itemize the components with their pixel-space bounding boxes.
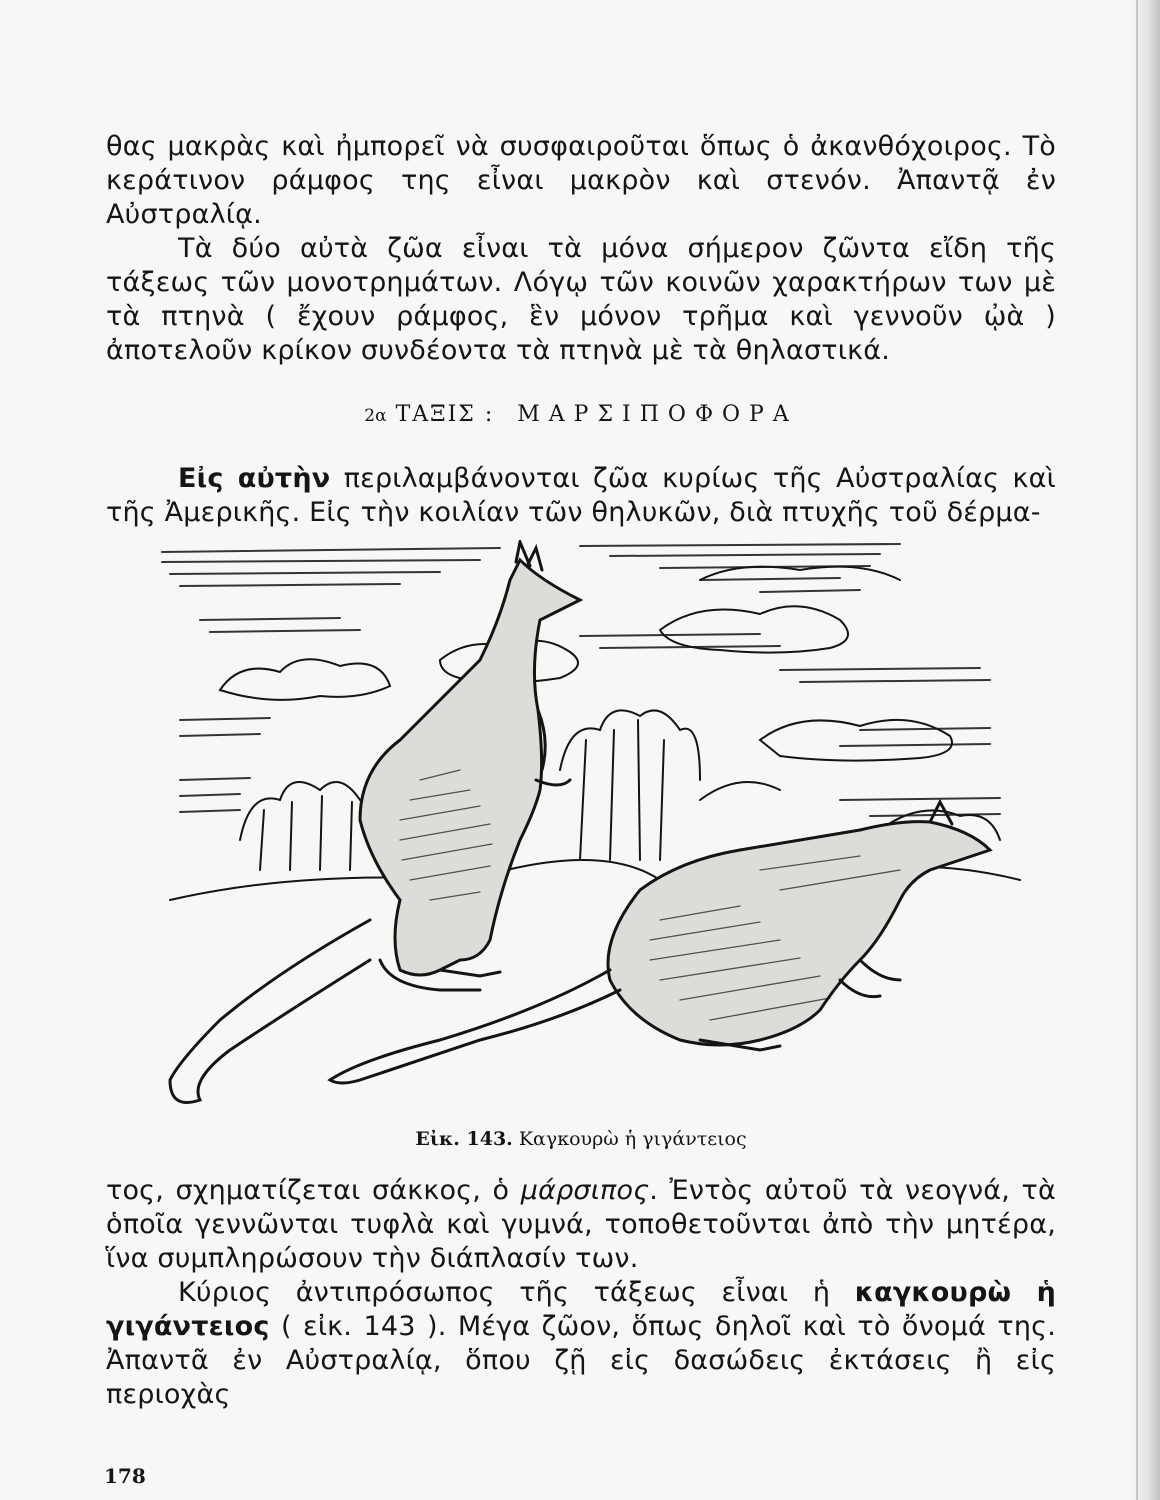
paragraph-4-italic: μάρσιπος xyxy=(520,1175,650,1206)
paragraph-3-start: Εἰς αὐτὴν xyxy=(178,463,331,494)
text-block-top xyxy=(106,130,1056,368)
heading-label: ΤΑΞΙΣ : xyxy=(395,402,495,427)
page-edge-line xyxy=(1136,0,1138,1500)
kangaroo-illustration xyxy=(140,540,1040,1120)
paragraph-1: θας μακρὰς καὶ ἠμπορεῖ νὰ συσφαιροῦται ὅπως ὁ ἀκανθόχοιρος. Τὸ κεράτινον ράμφος της εἶναι μακρὸν καὶ στενόν. Ἀπαντᾷ ἐν Αὐστραλίᾳ. xyxy=(106,131,1056,230)
caption-text: Καγκουρὼ ἡ γιγάντειος xyxy=(518,1128,747,1150)
caption-label: Εἰκ. 143. xyxy=(415,1128,513,1150)
paragraph-3 xyxy=(106,462,1056,530)
paragraph-5-bold: καγκουρὼ ἡ γιγάντειος xyxy=(106,1277,1056,1342)
paragraph-4-a: τος, σχηματίζεται σάκκος, ὁ xyxy=(106,1175,521,1206)
page-number: 178 xyxy=(104,1464,146,1488)
paragraph-5-b: ( εἰκ. 143 ). Μέγα ζῶον, ὅπως δηλοῖ καὶ τὸ ὄνομά της. Ἀπαντᾶ ἐν Αὐστραλίᾳ, ὅπου ζῇ εἰς δασώδεις ἐκτάσεις ἢ εἰς περιοχὰς xyxy=(106,1311,1056,1410)
paragraph-5 xyxy=(106,1276,1056,1412)
heading-number: 2α xyxy=(364,406,387,426)
paragraph-3-rest: περιλαμβάνονται ζῶα κυρίως τῆς Αὐστραλίας καὶ τῆς Ἀμερικῆς. Εἰς τὴν κοιλίαν τῶν θηλυκῶν, διὰ πτυχῆς τοῦ δέρμα- xyxy=(106,463,1056,528)
paragraph-2: Τὰ δύο αὐτὰ ζῶα εἶναι τὰ μόνα σήμερον ζῶντα εἴδη τῆς τάξεως τῶν μονοτρημάτων. Λόγῳ τῶν κοινῶν χαρακτήρων των μὲ τὰ πτηνὰ ( ἔχουν ράμφος, ἓν μόνον τρῆμα καὶ γεννοῦν ᾠὰ ) ἀποτελοῦν κρίκον συνδέοντα τὰ πτηνὰ μὲ τὰ θηλαστικά. xyxy=(106,233,1056,366)
text-block-middle xyxy=(106,462,1056,530)
figure-caption xyxy=(106,1128,1056,1150)
kangaroo-engraving-icon xyxy=(140,540,1040,1120)
paragraph-4-b: . Ἐντὸς αὐτοῦ τὰ νεογνά, τὰ ὁποῖα γεννῶνται τυφλὰ καὶ γυμνά, τοποθετοῦνται ἀπὸ τὴν μητέρα, ἵνα συμπληρώσουν τὴν διάπλασίν των. xyxy=(106,1175,1056,1274)
text-block-bottom xyxy=(106,1174,1056,1412)
heading-title: ΜΑΡΣΙΠΟΦΟΡΑ xyxy=(517,402,798,427)
paragraph-5-a: Κύριος ἀντιπρόσωπος τῆς τάξεως εἶναι ἡ xyxy=(178,1277,855,1308)
paragraph-4 xyxy=(106,1174,1056,1276)
section-heading xyxy=(106,402,1056,427)
